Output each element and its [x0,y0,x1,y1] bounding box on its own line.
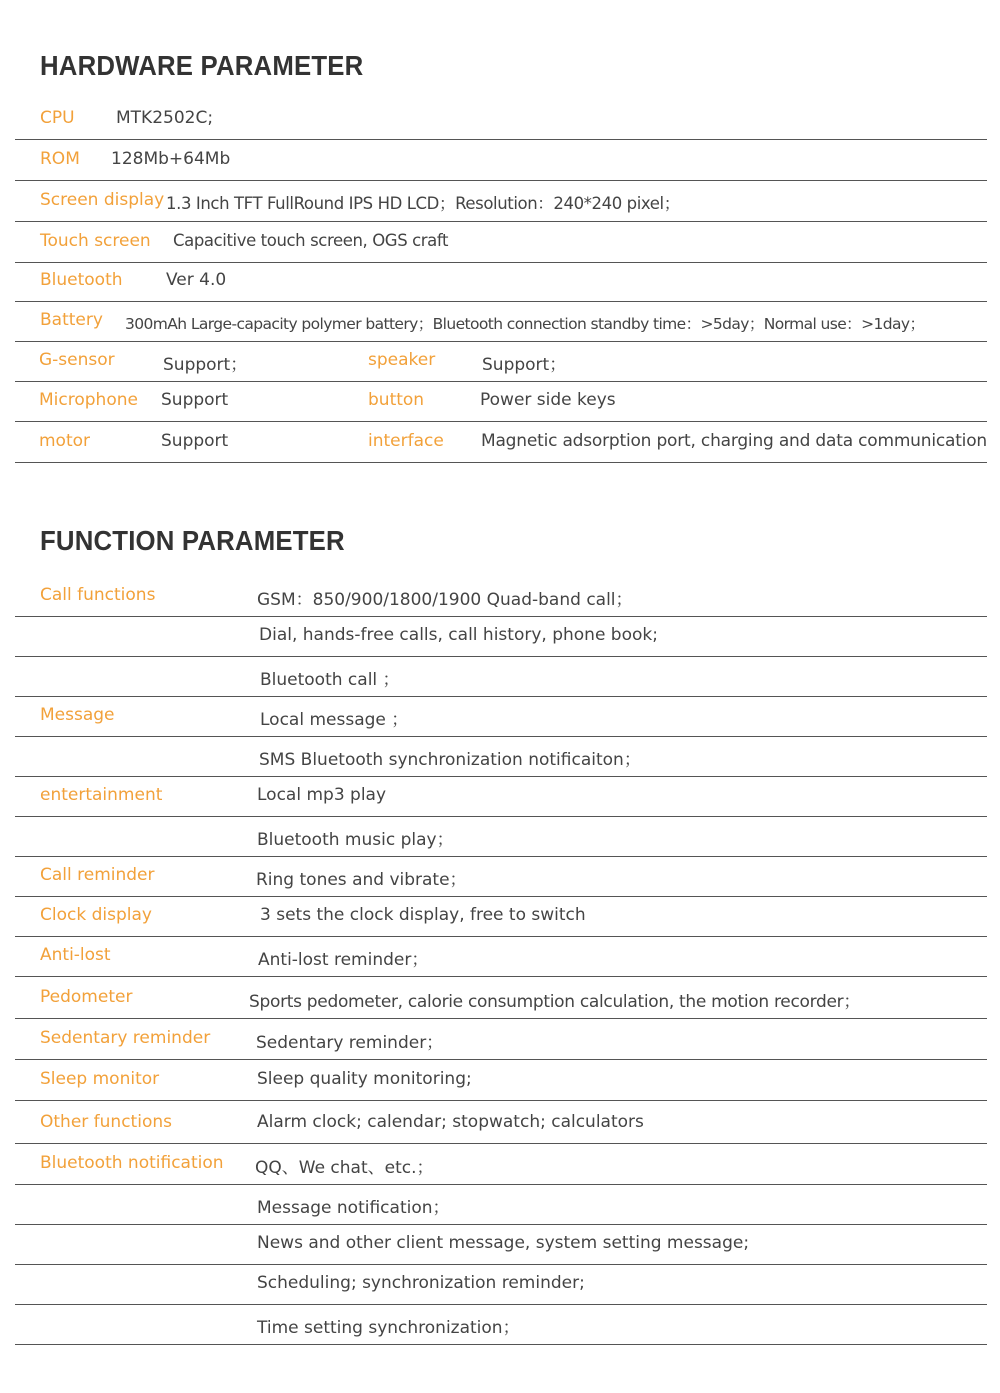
row-value: GSM：850/900/1800/1900 Quad-band call； [257,590,633,610]
hardware-row-battery [15,302,987,342]
hardware-row-rom [15,141,987,181]
row-value: SMS Bluetooth synchronization notificaiton； [259,750,641,770]
row-value: Message notification； [257,1198,450,1218]
row-value: 300mAh Large-capacity polymer battery；Bluetooth connection standby time：>5day；Normal use：>1day； [125,315,925,333]
hardware-row-bluetooth [15,262,987,302]
hardware-row-cpu [15,100,987,140]
row-value: Scheduling; synchronization reminder; [257,1273,585,1293]
function-row [15,1265,987,1305]
row-value-2: Power side keys [480,390,616,410]
row-value: Anti-lost reminder； [258,950,429,970]
row-value: Alarm clock; calendar; stopwatch; calculators [257,1112,644,1132]
row-label: entertainment [40,785,163,805]
row-value: Ring tones and vibrate； [256,870,467,890]
row-value: QQ、We chat、etc.； [255,1158,434,1178]
row-value: Sleep quality monitoring; [257,1069,472,1089]
row-label: Sleep monitor [40,1069,160,1089]
row-label: CPU [40,108,75,128]
row-value: 1.3 Inch TFT FullRound IPS HD LCD；Resolution：240*240 pixel； [166,194,680,213]
row-value: Support [161,431,229,451]
function-row [15,1305,987,1345]
hardware-row-microphone [15,382,987,422]
hardware-title: HARDWARE PARAMETER [40,50,364,81]
row-label: motor [39,431,91,451]
row-label: Sedentary reminder [40,1028,211,1048]
row-value: Support； [163,355,248,375]
row-value: MTK2502C; [116,108,214,128]
function-row [15,777,987,817]
row-value: Time setting synchronization； [257,1318,520,1338]
row-value: 128Mb+64Mb [111,149,231,169]
hardware-row-screen [15,182,987,222]
row-label-2: speaker [368,350,436,370]
row-label-2: button [368,390,425,410]
function-row [15,737,987,777]
row-value: Dial, hands-free calls, call history, phone book; [259,625,658,645]
row-value: Capacitive touch screen, OGS craft [173,231,449,250]
function-row [15,857,987,897]
function-title: FUNCTION PARAMETER [40,525,345,556]
function-row [15,937,987,977]
row-value: Sports pedometer, calorie consumption calculation, the motion recorder； [249,992,861,1012]
row-value: Local mp3 play [257,785,387,805]
function-row [15,617,987,657]
row-value: Bluetooth call ； [260,670,400,690]
hardware-row-gsensor [15,342,987,382]
function-row [15,817,987,857]
function-row [15,577,987,617]
function-row [15,1145,987,1185]
function-row [15,1225,987,1265]
function-row [15,1061,987,1101]
row-label: Other functions [40,1112,172,1132]
row-value: Sedentary reminder； [256,1033,444,1053]
row-label: Bluetooth [40,270,123,290]
row-label: Message [40,705,115,725]
row-label: Bluetooth notification [40,1153,224,1173]
hardware-row-touch [15,223,987,263]
function-row [15,1104,987,1144]
row-label: ROM [40,149,80,169]
row-value: Ver 4.0 [166,270,227,290]
row-label: Call reminder [40,865,155,885]
row-label: Microphone [39,390,138,410]
row-label: G-sensor [39,350,115,370]
hardware-row-motor [15,423,987,463]
row-label: Call functions [40,585,156,605]
row-label: Battery [40,310,103,330]
row-label: Pedometer [40,987,133,1007]
function-row [15,897,987,937]
row-value: News and other client message, system setting message; [257,1233,750,1253]
row-value: Bluetooth music play； [257,830,454,850]
function-row [15,657,987,697]
row-value-2: Magnetic adsorption port, charging and data communication [481,431,987,451]
row-label: Touch screen [40,231,151,251]
row-value: Local message ； [260,710,409,730]
function-row [15,979,987,1019]
row-value: Support [161,390,229,410]
function-row [15,1020,987,1060]
row-label-2: interface [368,431,444,451]
row-value-2: Support； [482,355,567,375]
function-row [15,1185,987,1225]
row-label: Anti-lost [40,945,111,965]
function-row [15,697,987,737]
row-label: Clock display [40,905,152,925]
row-label: Screen display [40,190,165,210]
row-value: 3 sets the clock display, free to switch [260,905,586,925]
